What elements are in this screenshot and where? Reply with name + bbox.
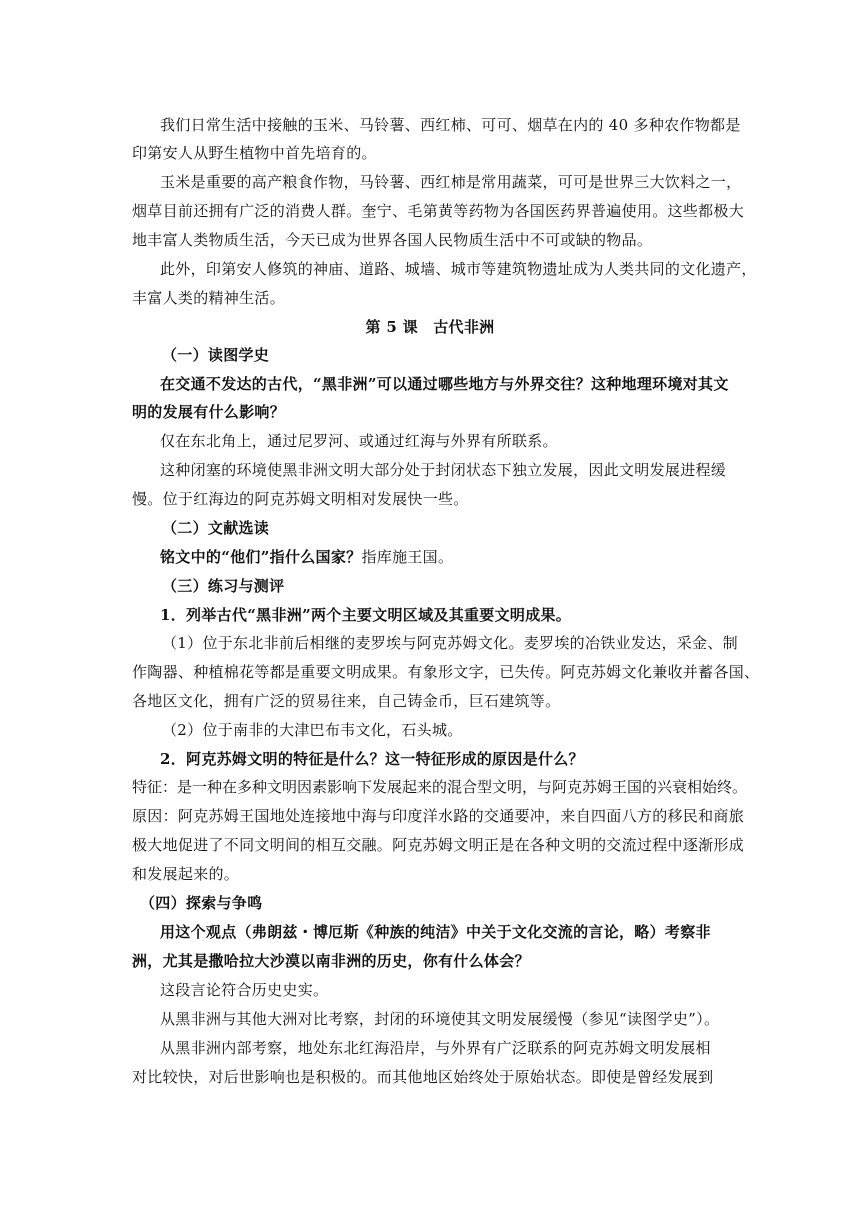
paragraph-line: 印第安人从野生植物中首先培育的。 — [132, 144, 377, 162]
answer-line: 这段言论符合历史史实。 — [160, 981, 329, 999]
paragraph-line: 玉米是重要的高产粮食作物，马铃薯、西红柿是常用蔬菜，可可是世界三大饮料之一， — [160, 173, 742, 191]
answer-line: 从黑非洲与其他大洲对比考察，封闭的环境使其文明发展缓慢（参见“读图学史”）。 — [160, 1010, 720, 1028]
answer-line: 各地区文化，拥有广泛的贸易往来，自己铸金币，巨石建筑等。 — [132, 692, 561, 710]
question-line — [160, 547, 453, 567]
answer-line: 极大地促进了不同文明间的相互交融。阿克苏姆文明正是在各种文明的交流过程中逐渐形成 — [132, 836, 745, 854]
paragraph-line: 烟草目前还拥有广泛的消费人群。奎宁、毛第黄等药物为各国医药界普遍使用。这些都极大 — [132, 202, 745, 220]
question-text: 洲，尤其是撒哈拉大沙漠以南非洲的历史，你有什么体会？ — [132, 952, 530, 970]
paragraph-line: 地丰富人类物质生活，今天已成为世界各国人民物质生活中不可或缺的物品。 — [132, 231, 653, 249]
question-text: 在交通不发达的古代，“黑非洲”可以通过哪些地方与外界交往？这种地理环境对其文 — [160, 375, 729, 393]
answer-line: 作陶器、种植棉花等都是重要文明成果。有象形文字，已失传。阿克苏姆文化兼收并蓄各国、 — [132, 663, 760, 681]
answer-line: 慢。位于红海边的阿克苏姆文明相对发展快一些。 — [132, 490, 469, 508]
answer-line: 原因：阿克苏姆王国地处连接地中海与印度洋水路的交通要冲，来自四面八方的移民和商旅 — [132, 807, 745, 825]
question-text: 2．阿克苏姆文明的特征是什么？这一特征形成的原因是什么？ — [160, 750, 584, 768]
section-heading: （一）读图学史 — [162, 346, 270, 364]
answer-line: 这种闭塞的环境使黑非洲文明大部分处于封闭状态下独立发展，因此文明发展进程缓 — [160, 461, 727, 479]
answer-text: 指库施王国。 — [361, 548, 454, 566]
paragraph-line: 丰富人类的精神生活。 — [132, 289, 286, 307]
answer-line: （2）位于南非的大津巴布韦文化，石头城。 — [162, 721, 463, 739]
question-text: 明的发展有什么影响？ — [132, 403, 286, 421]
question-text: 用这个观点（弗朗兹・博厄斯《种族的纯洁》中关于文化交流的言论，略）考察非 — [160, 923, 711, 941]
answer-line: 和发展起来的。 — [132, 865, 240, 883]
lesson-title: 第 5 课 古代非洲 — [365, 318, 495, 336]
paragraph-line: 此外，印第安人修筑的神庙、道路、城墙、城市等建筑物遗址成为人类共同的文化遗产， — [160, 260, 757, 278]
answer-line: 仅在东北角上，通过尼罗河、或通过红海与外界有所联系。 — [160, 432, 558, 450]
answer-line: 特征：是一种在多种文明因素影响下发展起来的混合型文明，与阿克苏姆王国的兴衰相始终。 — [132, 778, 748, 796]
section-heading: （二）文献选读 — [162, 519, 270, 537]
section-heading: （三）练习与测评 — [162, 577, 285, 595]
answer-line: 对比较快，对后世影响也是积极的。而其他地区始终处于原始状态。即使是曾经发展到 — [132, 1068, 714, 1086]
question-text: 1．列举古代“黑非洲”两个主要文明区域及其重要文明成果。 — [160, 606, 572, 624]
section-heading: （四）探索与争鸣 — [140, 894, 263, 912]
question-text: 铭文中的“他们”指什么国家？ — [160, 548, 362, 566]
answer-line: （1）位于东北非前后相继的麦罗埃与阿克苏姆文化。麦罗埃的冶铁业发达，采金、制 — [162, 634, 738, 652]
paragraph-line: 我们日常生活中接触的玉米、马铃薯、西红柿、可可、烟草在内的 40 多种农作物都是 — [160, 116, 741, 134]
answer-line: 从黑非洲内部考察，地处东北红海沿岸，与外界有广泛联系的阿克苏姆文明发展相 — [160, 1039, 711, 1057]
